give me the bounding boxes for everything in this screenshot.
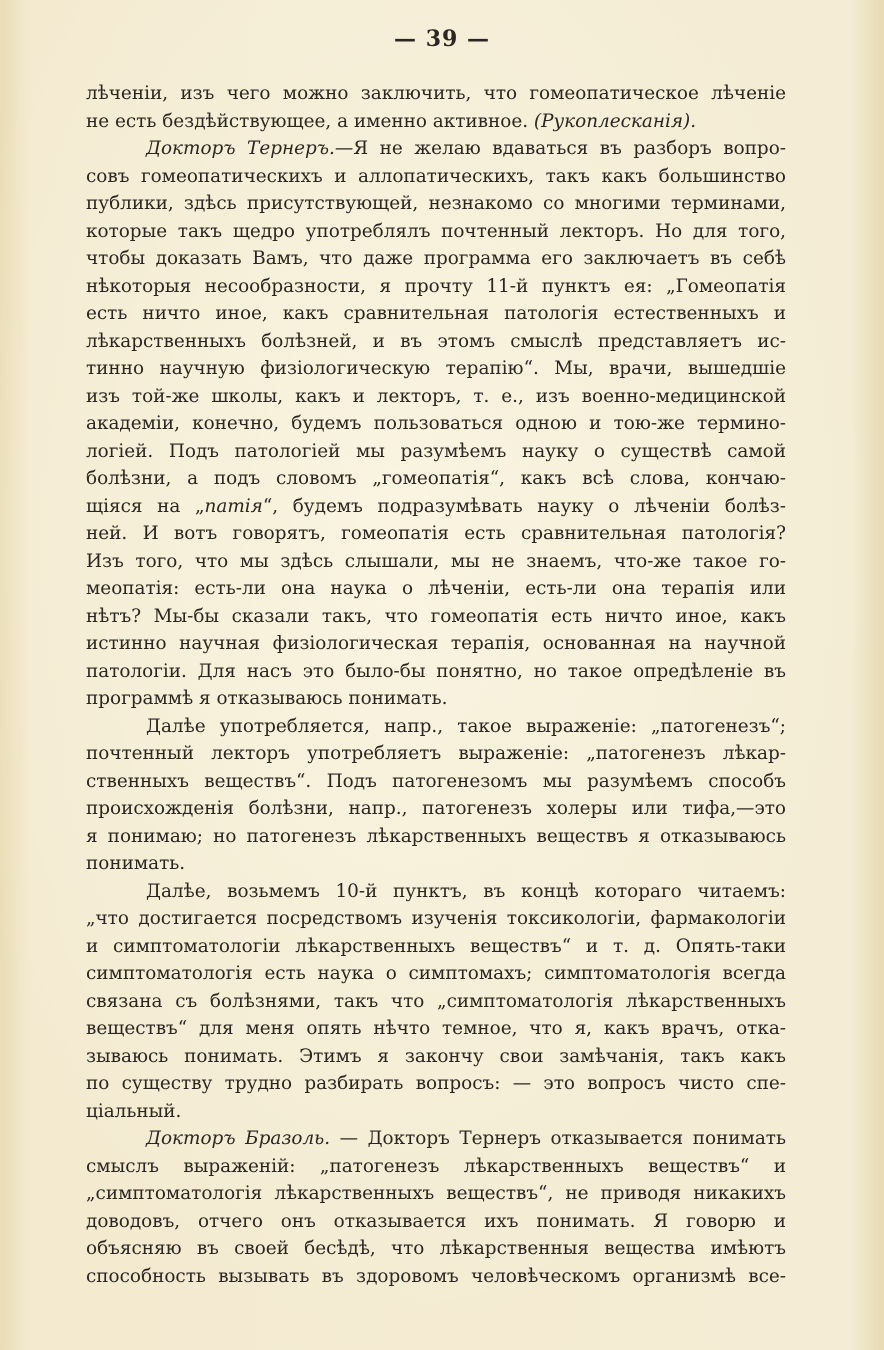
text-segment: — Докторъ Тернеръ отказывается понимать [330, 1128, 786, 1149]
text-line [86, 878, 786, 906]
text-segment: публики, здѣсь присутствующей, незнакомо со многими терминами, [86, 193, 786, 214]
text-line [86, 933, 786, 961]
text-segment: болѣзни, а подъ словомъ „гомеопатія“, какъ всѣ слова, кончаю- [86, 468, 786, 489]
text-segment: Далѣе, возьмемъ 10-й пунктъ, въ концѣ котораго читаемъ: [146, 880, 786, 902]
text-line [86, 273, 786, 301]
speaker-name: Докторъ Тернеръ. [146, 138, 335, 159]
text-segment: зываюсь понимать. Этимъ я закончу свои замѣчанія, такъ какъ [86, 1045, 786, 1067]
text-line [86, 245, 786, 273]
text-line [86, 383, 786, 411]
text-line [86, 1098, 786, 1126]
text-line [86, 410, 786, 438]
text-line [86, 493, 786, 521]
text-segment: способность вызывать въ здоровомъ человѣческомъ организмѣ все- [86, 1265, 786, 1287]
text-line [86, 768, 786, 796]
text-line [86, 575, 786, 603]
text-segment: щіяся на „ [86, 495, 205, 517]
emphasis-text: патія [204, 495, 263, 517]
text-line [86, 1153, 786, 1181]
text-segment: „что достигается посредствомъ изученія токсикологіи, фармакологіи [86, 908, 786, 929]
speaker-name: Докторъ Бразоль. [146, 1128, 331, 1149]
text-line [86, 108, 786, 136]
body-text [86, 80, 786, 1290]
text-segment: ней. И вотъ говорятъ, гомеопатія есть сравнительная патологія? [86, 523, 786, 544]
text-segment: нѣкоторыя несообразности, я прочту 11-й пунктъ ея: „Гомеопатія [86, 275, 786, 297]
text-segment: нѣтъ? Мы-бы сказали такъ, что гомеопатія есть ничто иное, какъ [86, 605, 786, 627]
text-line [86, 988, 786, 1016]
text-line [86, 905, 786, 933]
text-line [86, 328, 786, 356]
text-line [86, 1180, 786, 1208]
text-segment: Изъ того, что мы здѣсь слышали, мы не знаемъ, что-же такое го- [86, 550, 786, 572]
text-segment: доводовъ, отчего онъ отказывается ихъ понимать. Я говорю и [86, 1210, 786, 1232]
text-line [86, 1208, 786, 1236]
text-segment: объясняю въ своей бесѣдѣ, что лѣкарственныя вещества имѣютъ [86, 1238, 786, 1259]
text-segment: Далѣе употребляется, напр., такое выраженіе: „патогенезъ“; [146, 715, 786, 737]
text-segment: происхожденія болѣзни, напр., патогенезъ холеры или тифа,—это [86, 798, 786, 819]
text-line [86, 850, 786, 878]
text-segment: есть ничто иное, какъ сравнительная патологія естественныхъ и [86, 303, 786, 324]
text-segment: —Я не желаю вдаваться въ разборъ вопро- [334, 138, 786, 159]
text-line [86, 740, 786, 768]
text-line [86, 795, 786, 823]
text-line [86, 355, 786, 383]
text-segment: веществъ“ для меня опять нѣчто темное, что я, какъ врачъ, отка- [86, 1018, 786, 1039]
text-line [86, 603, 786, 631]
text-segment: академіи, конечно, будемъ пользоваться одною и тою-же термино- [86, 413, 786, 434]
text-line [86, 960, 786, 988]
text-line [86, 1125, 786, 1153]
text-segment: лѣкарственныхъ болѣзней, и въ этомъ смыслѣ представляетъ ис- [86, 330, 786, 352]
text-segment: я понимаю; но патогенезъ лѣкарственныхъ веществъ я отказываюсь [86, 825, 786, 847]
text-line [86, 190, 786, 218]
text-line [86, 465, 786, 493]
text-segment: меопатія: есть-ли она наука о лѣченіи, есть-ли она терапія или [86, 578, 786, 599]
text-segment: смыслъ выраженій: „патогенезъ лѣкарственныхъ веществъ“ и [86, 1155, 786, 1177]
text-line [86, 1043, 786, 1071]
text-segment: не есть бездѣйствующее, а именно активное. [86, 110, 534, 132]
text-line [86, 1235, 786, 1263]
text-line [86, 218, 786, 246]
text-line [86, 80, 786, 108]
text-segment: программѣ я отказываюсь понимать. [86, 688, 448, 709]
page-number: — 39 — [394, 26, 490, 52]
text-line [86, 713, 786, 741]
text-line [86, 520, 786, 548]
text-segment: “, будемъ подразумѣвать науку о лѣченіи болѣз- [262, 495, 786, 517]
text-segment: связана съ болѣзнями, такъ что „симптоматологія лѣкарственныхъ [86, 990, 786, 1012]
text-segment: ственныхъ веществъ“. Подъ патогенезомъ мы разумѣемъ способъ [86, 770, 786, 792]
text-segment: чтобы доказать Вамъ, что даже программа его заключаетъ въ себѣ [86, 248, 786, 269]
text-line [86, 630, 786, 658]
text-segment: понимать. [86, 853, 186, 874]
text-line [86, 438, 786, 466]
text-line [86, 658, 786, 686]
text-segment: лѣченіи, изъ чего можно заключить, что гомеопатическое лѣченіе [86, 83, 786, 104]
text-segment: которые такъ щедро употреблялъ почтенный лекторъ. Но для того, [86, 220, 786, 242]
text-segment: совъ гомеопатическихъ и аллопатическихъ, такъ какъ большинство [86, 165, 786, 187]
text-segment: и симптоматологіи лѣкарственныхъ веществъ“ и т. д. Опять-таки [86, 935, 786, 957]
text-line [86, 685, 786, 713]
text-line [86, 300, 786, 328]
text-line [86, 135, 786, 163]
text-segment: патологіи. Для насъ это было-бы понятно, но такое опредѣленіе въ [86, 660, 786, 682]
text-segment: логіей. Подъ патологіей мы разумѣемъ науку о существѣ самой [86, 440, 786, 462]
text-line [86, 823, 786, 851]
text-segment: „симптоматологія лѣкарственныхъ веществъ“, не приводя никакихъ [86, 1183, 786, 1204]
text-segment: почтенный лекторъ употребляетъ выраженіе: „патогенезъ лѣкар- [86, 743, 786, 764]
text-line [86, 1263, 786, 1291]
text-line [86, 548, 786, 576]
text-segment: ціальный. [86, 1100, 182, 1122]
text-line [86, 163, 786, 191]
text-segment: тинно научную физіологическую терапію“. Мы, врачи, вышедшіе [86, 358, 786, 379]
text-line [86, 1015, 786, 1043]
text-line [86, 1070, 786, 1098]
emphasis-text: (Рукоплесканія). [533, 110, 697, 132]
text-segment: истинно научная физіологическая терапія, основанная на научной [86, 633, 786, 654]
text-segment: по существу трудно разбирать вопросъ: — это вопросъ чисто спе- [86, 1073, 786, 1094]
text-segment: симптоматологія есть наука о симптомахъ; симптоматологія всегда [86, 963, 786, 984]
text-segment: изъ той-же школы, какъ и лекторъ, т. е., изъ военно-медицинской [86, 385, 786, 407]
